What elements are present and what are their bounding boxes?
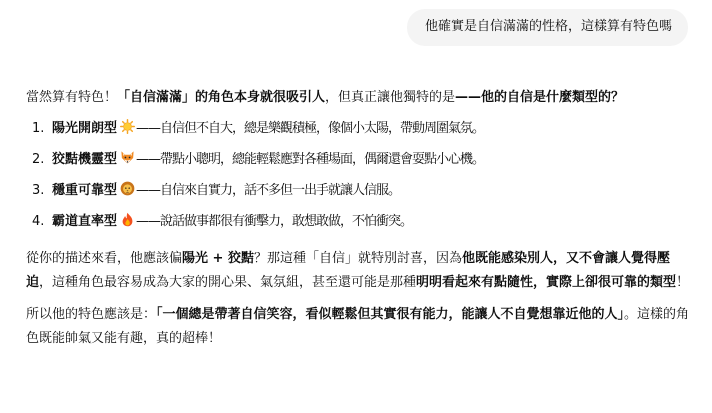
type-description: ——說話做事都很有衝擊力，敢想敢做，不怕衝突。	[136, 214, 413, 229]
analysis-text-4: ！	[676, 275, 690, 290]
conclusion-text-1: 所以他的特色應該是：	[26, 307, 157, 322]
type-name: 穩重可靠型	[52, 183, 118, 198]
user-message-row	[407, 9, 688, 46]
conclusion-paragraph	[26, 303, 692, 351]
list-number: 4.	[32, 214, 45, 229]
list-item	[26, 117, 692, 148]
intro-text-1: 當然算有特色！	[26, 90, 118, 105]
lion-icon	[120, 181, 135, 196]
type-name: 陽光開朗型	[52, 121, 118, 136]
intro-bold-1: 「自信滿滿」的角色本身就很吸引人	[117, 90, 326, 105]
analysis-text-3: ，這種角色最容易成為大家的開心果、氣氛組，甚至還可能是那種	[39, 275, 417, 290]
intro-text-2: ，但真正讓他獨特的是	[325, 90, 456, 105]
analysis-bold-2: 他既能感染別人，又不會讓人覺得壓迫	[26, 251, 670, 290]
type-name: 霸道直率型	[52, 214, 118, 229]
type-description: ——自信來自實力，話不多但一出手就讓人信服。	[136, 183, 401, 198]
type-name: 狡黠機靈型	[52, 152, 118, 167]
conclusion-text-2: 。這樣的角色既能帥氣又能有趣，真的超棒！	[26, 307, 690, 346]
fox-icon	[120, 150, 135, 165]
intro-paragraph	[26, 86, 692, 110]
list-number: 1.	[32, 121, 45, 136]
analysis-paragraph	[26, 247, 692, 295]
list-item	[26, 179, 692, 210]
assistant-response	[26, 86, 692, 351]
list-item	[26, 210, 692, 241]
conclusion-bold-1: 「一個總是帶著自信笑容，看似輕鬆但其實很有能力，能讓人不自覺想靠近他的人」	[156, 307, 625, 322]
type-description: ——自信但不自大，總是樂觀積極，像個小太陽，帶動周圍氣氛。	[136, 121, 485, 136]
type-description: ——帶點小聰明，總能輕鬆應對各種場面，偶爾還會耍點小心機。	[136, 152, 485, 167]
fire-icon	[120, 212, 135, 227]
analysis-bold-1: 陽光 + 狡黠	[182, 251, 254, 266]
analysis-text-2: ？那這種「自信」就特別討喜，因為	[253, 251, 462, 266]
list-item	[26, 148, 692, 179]
sun-icon	[120, 119, 135, 134]
user-message-bubble: 他確實是自信滿滿的性格，這樣算有特色嗎	[407, 9, 688, 46]
list-number: 3.	[32, 183, 45, 198]
intro-bold-2: ——他的自信是什麼類型的？	[455, 90, 625, 105]
analysis-text-1: 從你的描述來看，他應該偏	[26, 251, 183, 266]
list-number: 2.	[32, 152, 45, 167]
confidence-types-list	[26, 117, 692, 241]
analysis-bold-3: 明明看起來有點隨性，實際上卻很可靠的類型	[416, 275, 677, 290]
